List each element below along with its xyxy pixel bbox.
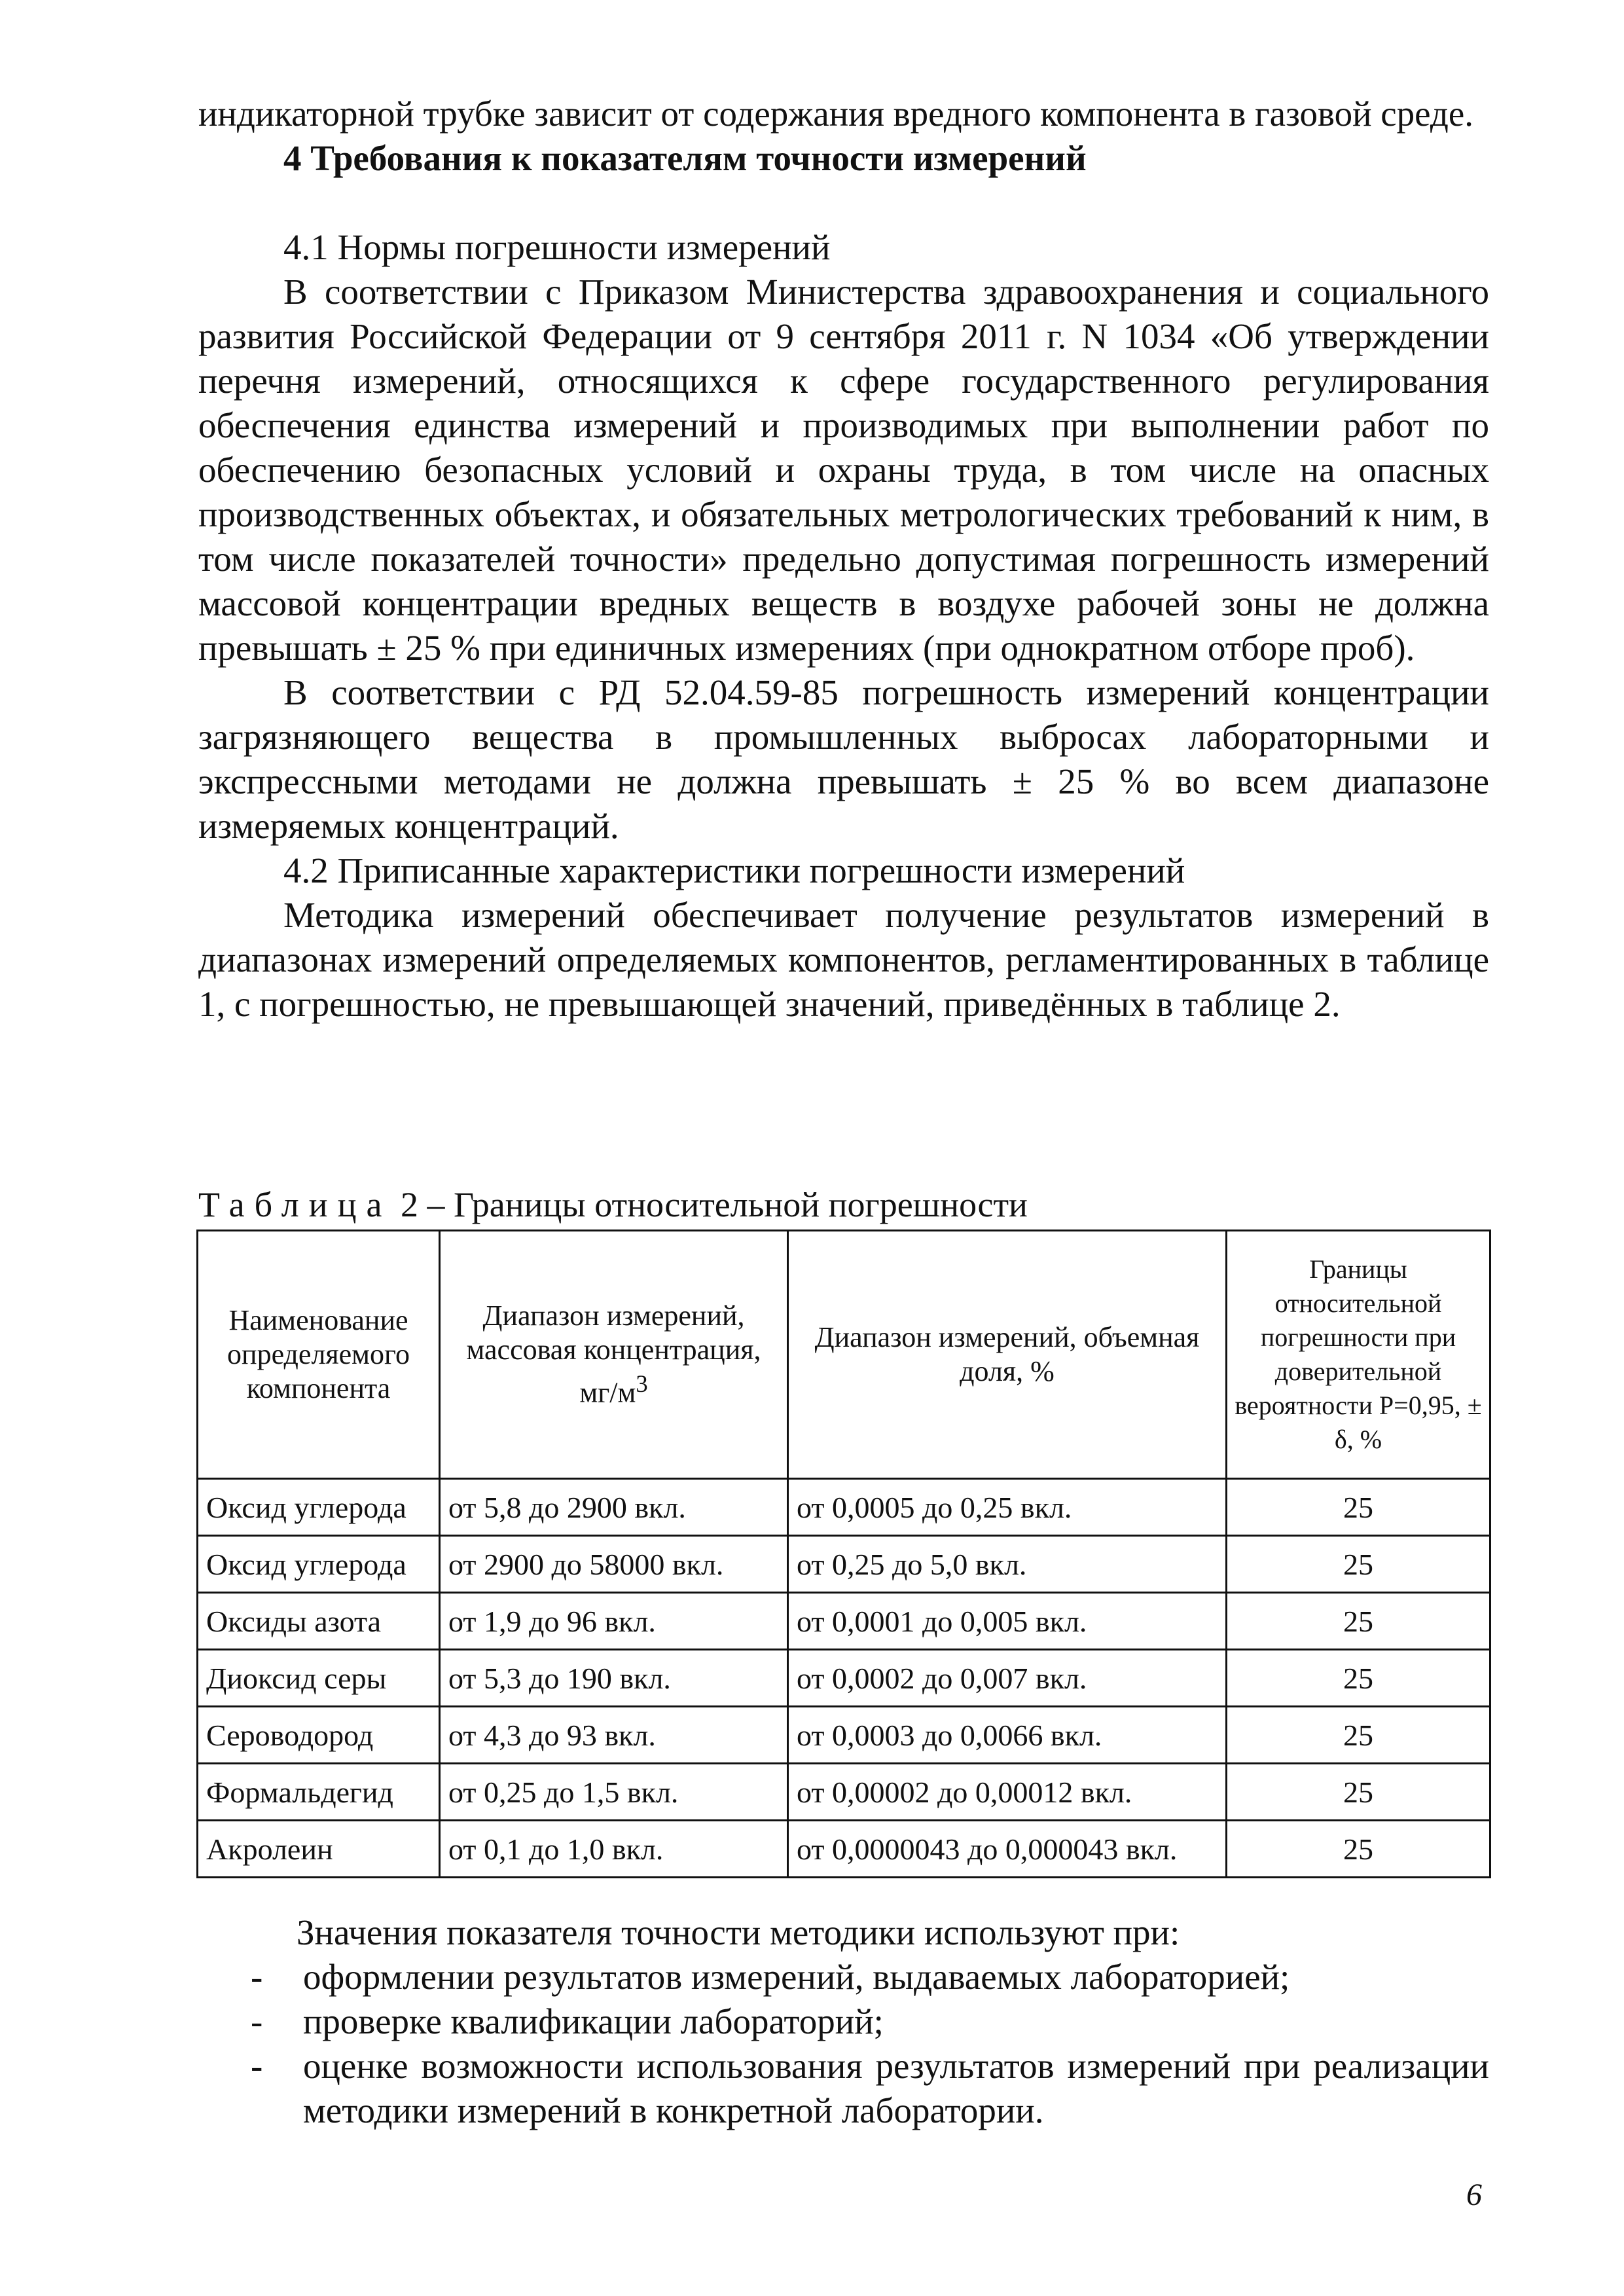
cell-volume-range: от 0,0000043 до 0,000043 вкл. [788,1821,1227,1878]
body-text-bottom [198,1910,1489,2133]
table-row [198,1650,1490,1707]
paragraph-rd-52: В соответствии с РД 52.04.59-85 погрешность измерений концентрации загрязняющего вещества в промышленных выбросах лабораторными и экспрессными методами не должна превышать ± 25 % во всем диапазоне измеряемых концентраций. [198,672,1489,846]
section-heading: 4 Требования к показателям точности измерений [283,138,1087,178]
cell-mass-range: от 5,8 до 2900 вкл. [440,1479,788,1536]
table-caption-title: 2 – Границы относительной погрешности [400,1185,1028,1224]
body-text-top [198,92,1489,1027]
cell-error-bound: 25 [1227,1821,1490,1878]
cell-error-bound: 25 [1227,1593,1490,1650]
list-bullet-dash: - [251,2046,263,2086]
page-number: 6 [1466,2178,1482,2212]
cell-mass-range: от 2900 до 58000 вкл. [440,1536,788,1593]
list-item [198,1955,1489,1999]
table-caption [198,1185,1028,1224]
spacer [198,181,1489,225]
cell-mass-range: от 0,25 до 1,5 вкл. [440,1764,788,1821]
header-component: Наименование определяемого компонента [198,1231,440,1479]
cell-volume-range: от 0,0001 до 0,005 вкл. [788,1593,1227,1650]
subsection-heading-4-1: 4.1 Нормы погрешности измерений [283,227,831,267]
cell-volume-range: от 0,0005 до 0,25 вкл. [788,1479,1227,1536]
cell-error-bound: 25 [1227,1479,1490,1536]
cell-mass-range: от 1,9 до 96 вкл. [440,1593,788,1650]
cell-mass-range: от 5,3 до 190 вкл. [440,1650,788,1707]
table-row [198,1536,1490,1593]
header-volume-range: Диапазон измерений, объемная доля, % [788,1231,1227,1479]
header-mass-range-sup: 3 [636,1370,648,1398]
cell-component: Формальдегид [198,1764,440,1821]
usage-lead-paragraph: Значения показателя точности методики используют при: [297,1912,1180,1952]
list-item [198,2044,1489,2133]
cell-component: Оксид углерода [198,1536,440,1593]
table-row [198,1821,1490,1878]
subsection-heading-4-2: 4.2 Приписанные характеристики погрешности измерений [283,850,1185,890]
cell-error-bound: 25 [1227,1764,1490,1821]
paragraph-order-1034: В соответствии с Приказом Министерства здравоохранения и социального развития Российской Федерации от 9 сентября 2011 г. N 1034 «Об утверждении перечня измерений, относящихся к сфере государственного регулирования обеспечения единства измерений и производимых при выполнении работ по обеспечению безопасных условий и охраны труда, в том числе на опасных производственных объектах, и обязательных метрологических требований к ним, в том числе показателей точности» предельно допустимая погрешность измерений массовой концентрации вредных веществ в воздухе рабочей зоны не должна превышать ± 25 % при единичных измерениях (при однократном отборе проб). [198,272,1489,668]
usage-list [198,1955,1489,2133]
cell-volume-range: от 0,00002 до 0,00012 вкл. [788,1764,1227,1821]
cell-error-bound: 25 [1227,1650,1490,1707]
paragraph-continuation: индикаторной трубке зависит от содержания вредного компонента в газовой среде. [198,94,1474,134]
table-row [198,1707,1490,1764]
list-item-text: оформлении результатов измерений, выдаваемых лабораторией; [303,1957,1290,1997]
cell-component: Оксид углерода [198,1479,440,1536]
cell-volume-range: от 0,25 до 5,0 вкл. [788,1536,1227,1593]
table-row [198,1593,1490,1650]
table-row [198,1764,1490,1821]
table-row [198,1479,1490,1536]
cell-error-bound: 25 [1227,1536,1490,1593]
header-mass-range-text: Диапазон измерений, массовая концентрация, мг/м [466,1300,761,1409]
list-item-text: проверке квалификации лабораторий; [303,2001,884,2041]
list-bullet-dash: - [251,1957,263,1997]
cell-component: Оксиды азота [198,1593,440,1650]
header-mass-range [440,1231,788,1479]
list-bullet-dash: - [251,2001,263,2041]
cell-component: Акролеин [198,1821,440,1878]
cell-volume-range: от 0,0003 до 0,0066 вкл. [788,1707,1227,1764]
table-caption-label: Таблица [198,1185,392,1224]
cell-error-bound: 25 [1227,1707,1490,1764]
table-header-row [198,1231,1490,1479]
paragraph-method-accuracy: Методика измерений обеспечивает получение результатов измерений в диапазонах измерений определяемых компонентов, регламентированных в таблице 1, с погрешностью, не превышающей значений, приведённых в таблице 2. [198,895,1489,1024]
error-bounds-table [196,1230,1491,1878]
list-item-text: оценке возможности использования результатов измерений при реализации методики измерений в конкретной лаборатории. [303,2046,1489,2130]
cell-component: Сероводород [198,1707,440,1764]
cell-component: Диоксид серы [198,1650,440,1707]
cell-volume-range: от 0,0002 до 0,007 вкл. [788,1650,1227,1707]
header-error-bounds: Границы относительной погрешности при доверительной вероятности Р=0,95, ± δ, % [1227,1231,1490,1479]
cell-mass-range: от 0,1 до 1,0 вкл. [440,1821,788,1878]
cell-mass-range: от 4,3 до 93 вкл. [440,1707,788,1764]
list-item [198,1999,1489,2044]
